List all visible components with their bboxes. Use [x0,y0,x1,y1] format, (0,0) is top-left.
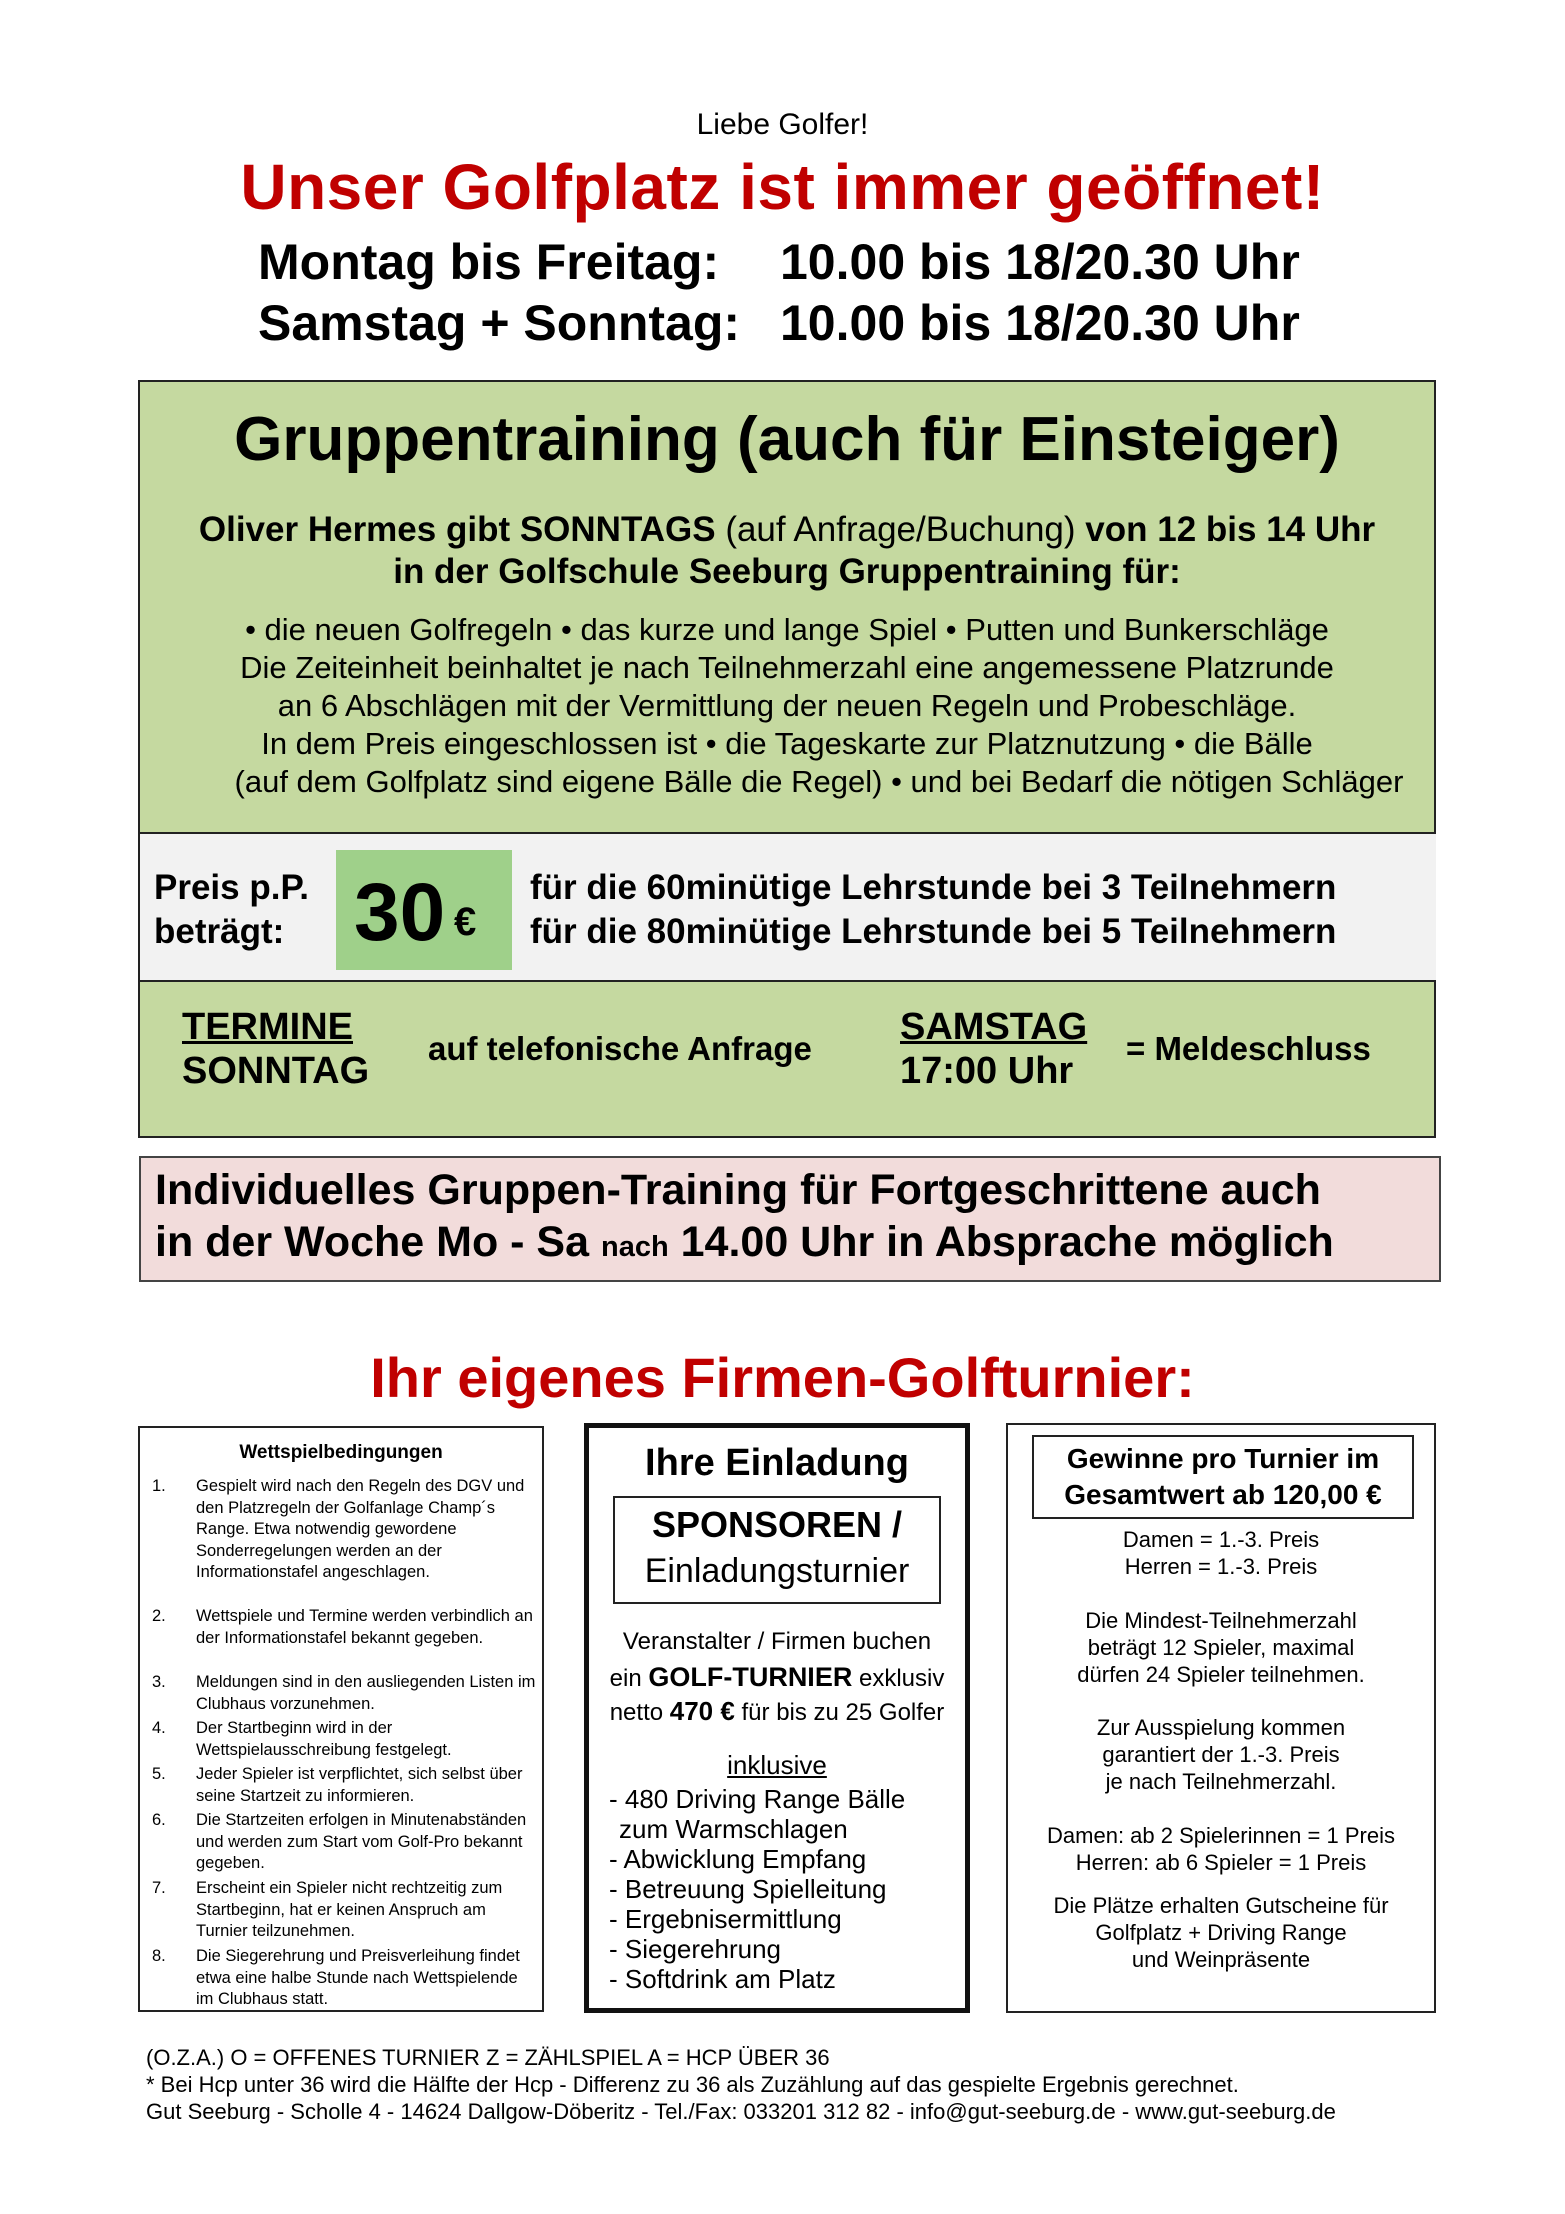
prize-line: Zur Ausspielung kommen [1096,1715,1346,1740]
prize-title-1: Gewinne pro Turnier im [1066,1443,1380,1474]
prize-line: beträgt 12 Spieler, maximal [1087,1635,1355,1660]
hours-days: Montag bis Freitag: [258,234,720,290]
termine-label: TERMINE [182,1006,353,1048]
training-content-line: (auf dem Golfplatz sind eigene Bälle die Regel) • und bei Bedarf die nötigen Schläger [234,764,1404,799]
invitation-text-part: für bis zu 25 Golfer [741,1699,945,1726]
prize-total-box [1032,1435,1414,1519]
prize-line: Die Mindest-Teilnehmerzahl [1085,1608,1357,1633]
prize-line: Damen: ab 2 Spielerinnen = 1 Preis [1047,1823,1395,1848]
rule-text: Jeder Spieler ist verpflichtet, sich selbst über seine Startzeit zu informieren. [196,1765,523,1805]
prize-line: dürfen 24 Spieler teilnehmen. [1077,1662,1365,1687]
sponsor-subtitle: Einladungsturnier [644,1552,910,1590]
individual-line-2a: in der Woche Mo - Sa [155,1218,590,1266]
deadline-time: 17:00 Uhr [900,1050,1074,1092]
invitation-box [584,1423,970,2013]
prize-line: und Weinpräsente [1131,1947,1311,1972]
trainer-line [140,510,1434,550]
inclusive-item: - Abwicklung Empfang [609,1844,867,1874]
rule-text: Meldungen sind in den ausliegenden Listen im Clubhaus vorzunehmen. [196,1673,536,1713]
hours-weekdays [258,233,1300,291]
footer-contact: Gut Seeburg - Scholle 4 - 14624 Dallgow-Döberitz - Tel./Fax: 033201 312 82 - info@gut-seeburg.de - www.gut-seeburg.de [146,2099,1336,2124]
trainer-time: von 12 bis 14 Uhr [1085,510,1376,549]
prize-line: Golfplatz + Driving Range [1095,1920,1347,1945]
training-content-line: an 6 Abschlägen mit der Vermittlung der neuen Regeln und Probeschläge. [277,688,1297,723]
hours-days: Samstag + Sonntag: [258,295,741,351]
rule-text: Die Startzeiten erfolgen in Minutenabständen und werden zum Start vom Golf-Pro bekannt gegeben. [196,1811,527,1872]
prize-line: Herren = 1.-3. Preis [1124,1554,1318,1579]
invitation-text-part: exklusiv [859,1665,945,1692]
inclusive-item: zum Warmschlagen [619,1814,848,1844]
termine-day: SONNTAG [182,1050,370,1092]
invitation-text-part: netto [609,1699,664,1726]
trainer-line-2: in der Golfschule Seeburg Gruppentraining für: [393,552,1181,591]
rule-number: 8. [152,1947,166,1965]
sponsor-box [613,1496,941,1604]
price-band [140,832,1436,982]
rule-number: 4. [152,1719,166,1737]
price-label-line-1: Preis p.P. [154,868,310,907]
training-content-line: • die neuen Golfregeln • das kurze und lange Spiel • Putten und Bunkerschläge [245,612,1329,647]
termine-mode: auf telefonische Anfrage [428,1030,812,1067]
invitation-text [589,1662,965,1693]
rule-number: 2. [152,1607,166,1625]
group-training-box [138,380,1436,1138]
training-content-line: Die Zeiteinheit beinhaltet je nach Teilnehmerzahl eine angemessene Platzrunde [240,650,1334,685]
greeting: Liebe Golfer! [696,108,869,141]
competition-rules-title: Wettspielbedingungen [239,1442,443,1463]
competition-rules-box [138,1426,544,2012]
prize-line: Herren: ab 6 Spieler = 1 Preis [1075,1850,1367,1875]
invitation-text: Veranstalter / Firmen buchen [622,1628,932,1655]
rule-number: 7. [152,1879,166,1897]
rule-text: Erscheint ein Spieler nicht rechtzeitig zum Startbeginn, hat er keinen Anspruch am Turnier teilzunehmen. [196,1879,503,1940]
firm-tournament-headline: Ihr eigenes Firmen-Golfturnier: [370,1346,1195,1409]
hours-weekend [258,294,1300,352]
rule-text: Wettspiele und Termine werden verbindlich an der Informationstafel bekannt gegeben. [196,1607,533,1647]
invitation-price-line [589,1696,965,1727]
trainer-name: Oliver Hermes gibt SONNTAGS [198,510,716,549]
price-label-line-2: beträgt: [154,912,285,951]
group-training-title: Gruppentraining (auch für Einsteiger) [234,405,1340,474]
headline: Unser Golfplatz ist immer geöffnet! [240,151,1325,223]
prize-line: garantiert der 1.-3. Preis [1102,1742,1340,1767]
prize-line: Damen = 1.-3. Preis [1122,1527,1320,1552]
rule-number: 6. [152,1811,166,1829]
inclusive-item: - Ergebnisermittlung [609,1904,842,1934]
inclusive-item: - 480 Driving Range Bälle [609,1784,906,1814]
hours-time: 10.00 bis 18/20.30 Uhr [780,295,1300,351]
price-currency: € [454,900,477,944]
invitation-text-part: ein [609,1665,642,1692]
rule-text: Der Startbeginn wird in der Wettspielausschreibung festgelegt. [196,1719,452,1759]
rule-number: 5. [152,1765,166,1783]
price-value: 30 [354,867,446,958]
inclusive-item: - Betreuung Spielleitung [609,1874,887,1904]
individual-line-2-small: nach [600,1231,669,1263]
invitation-title: Ihre Einladung [645,1442,909,1484]
footer-legend: (O.Z.A.) O = OFFENES TURNIER Z = ZÄHLSPIEL A = HCP ÜBER 36 [146,2045,830,2070]
individual-line-1: Individuelles Gruppen-Training für Fortgeschrittene auch [155,1166,1321,1214]
individual-line-2 [155,1218,1334,1267]
golf-tournament-label: GOLF-TURNIER [648,1662,853,1692]
price-box [336,850,512,970]
footer-note: * Bei Hcp unter 36 wird die Hälfte der Hcp - Differenz zu 36 als Zuzählung auf das gespielte Ergebnis gerechnet. [146,2072,1239,2097]
prizes-box [1006,1423,1436,2013]
rule-text: Gespielt wird nach den Regeln des DGV und den Platzregeln der Golfanlage Champ´s Range. Etwa notwendig gewordene Sonderregelungen werden an der Informationstafel angeschlagen. [196,1477,525,1581]
training-content-line: In dem Preis eingeschlossen ist • die Tageskarte zur Platznutzung • die Bälle [261,726,1313,761]
inclusive-item: - Softdrink am Platz [609,1964,836,1994]
inclusive-title: inklusive [727,1750,827,1780]
price-desc-80: für die 80minütige Lehrstunde bei 5 Teilnehmern [530,912,1337,951]
price-label [154,866,309,954]
prize-line: je nach Teilnehmerzahl. [1105,1769,1337,1794]
tournament-price: 470 € [669,1696,735,1726]
deadline-day: SAMSTAG [900,1006,1088,1048]
price-desc-60: für die 60minütige Lehrstunde bei 3 Teilnehmern [530,868,1337,907]
rule-number: 3. [152,1673,166,1691]
deadline-label: = Meldeschluss [1126,1030,1371,1067]
prize-title-2: Gesamtwert ab 120,00 € [1064,1479,1382,1510]
trainer-request: (auf Anfrage/Buchung) [725,510,1076,549]
rule-text: Die Siegerehrung und Preisverleihung findet etwa eine halbe Stunde nach Wettspielende im Clubhaus statt. [196,1947,520,2008]
sponsor-title: SPONSOREN / [651,1504,903,1545]
individual-line-2b: 14.00 Uhr in Absprache möglich [680,1218,1334,1266]
rule-number: 1. [152,1477,166,1495]
hours-time: 10.00 bis 18/20.30 Uhr [780,234,1300,290]
inclusive-item: - Siegerehrung [609,1934,781,1964]
individual-training-box [139,1156,1441,1282]
prize-line: Die Plätze erhalten Gutscheine für [1053,1893,1389,1918]
